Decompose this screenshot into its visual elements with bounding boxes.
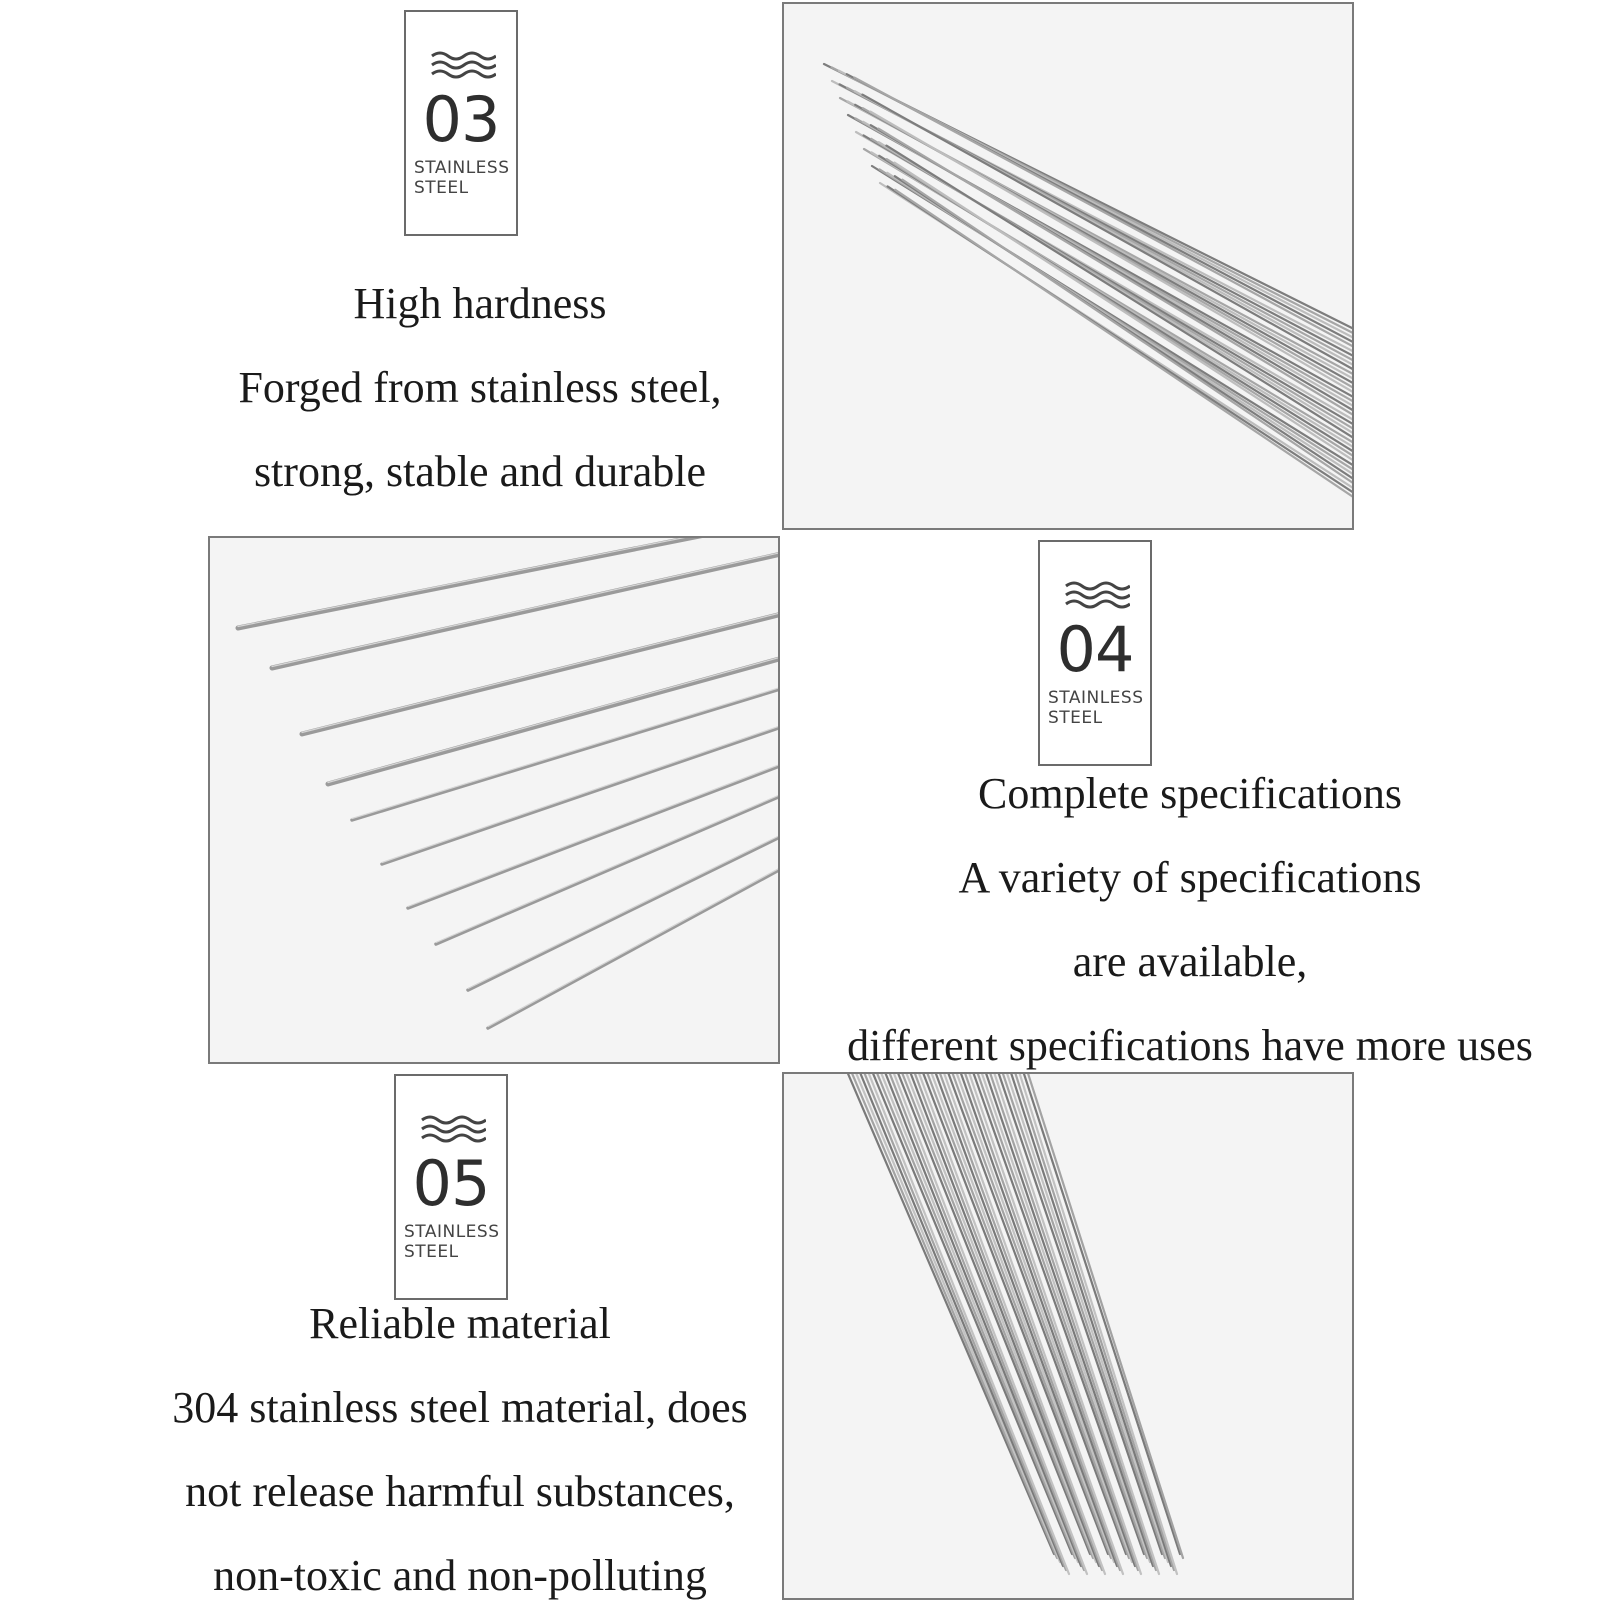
badge-number: 05 bbox=[412, 1147, 490, 1220]
badge-label-line2: STEEL bbox=[1048, 708, 1103, 728]
feature-line: different specifications have more uses bbox=[847, 1021, 1533, 1070]
badge-03 bbox=[404, 10, 518, 236]
feature-line: Forged from stainless steel, bbox=[238, 363, 722, 412]
steel-rod bbox=[879, 142, 1352, 440]
steel-rod bbox=[901, 1074, 1093, 1558]
badge-number: 03 bbox=[422, 83, 500, 156]
feature-text-specifications bbox=[786, 752, 1594, 1088]
feature-line: strong, stable and durable bbox=[253, 447, 707, 496]
steel-rod bbox=[488, 863, 778, 1027]
steel-rod bbox=[408, 761, 778, 907]
badge-number: 04 bbox=[1056, 613, 1134, 686]
badge-label bbox=[414, 158, 518, 198]
steel-rod bbox=[302, 611, 778, 733]
badge-label-line2: STEEL bbox=[414, 178, 469, 198]
badge-label bbox=[1048, 688, 1152, 728]
waves-icon bbox=[1064, 580, 1130, 610]
badge-label-line1: STAINLESS bbox=[404, 1222, 500, 1242]
badge-label bbox=[404, 1222, 508, 1262]
photo-rods-fanned bbox=[208, 536, 780, 1064]
steel-rod bbox=[871, 125, 1352, 417]
feature-text-hardness bbox=[160, 262, 800, 514]
feature-line: non-toxic and non-polluting bbox=[213, 1551, 707, 1600]
steel-rod bbox=[887, 159, 1352, 463]
badge-label-line2: STEEL bbox=[404, 1242, 459, 1262]
feature-line: 304 stainless steel material, does bbox=[172, 1383, 748, 1432]
feature-heading: High hardness bbox=[353, 279, 607, 328]
feature-line: A variety of specifications bbox=[958, 853, 1422, 902]
feature-heading: Complete specifications bbox=[978, 769, 1402, 818]
feature-line: are available, bbox=[1072, 937, 1308, 986]
badge-04 bbox=[1038, 540, 1152, 766]
badge-label-line1: STAINLESS bbox=[1048, 688, 1144, 708]
photo-rods-bundle-vertical bbox=[782, 1072, 1354, 1600]
photo-rods-bundle-diagonal bbox=[782, 2, 1354, 530]
badge-05 bbox=[394, 1074, 508, 1300]
waves-icon bbox=[430, 50, 496, 80]
waves-icon bbox=[420, 1114, 486, 1144]
feature-line: not release harmful substances, bbox=[185, 1467, 735, 1516]
feature-text-material bbox=[120, 1282, 800, 1618]
steel-rod bbox=[892, 1074, 1087, 1574]
feature-heading: Reliable material bbox=[309, 1299, 611, 1348]
badge-label-line1: STAINLESS bbox=[414, 158, 510, 178]
